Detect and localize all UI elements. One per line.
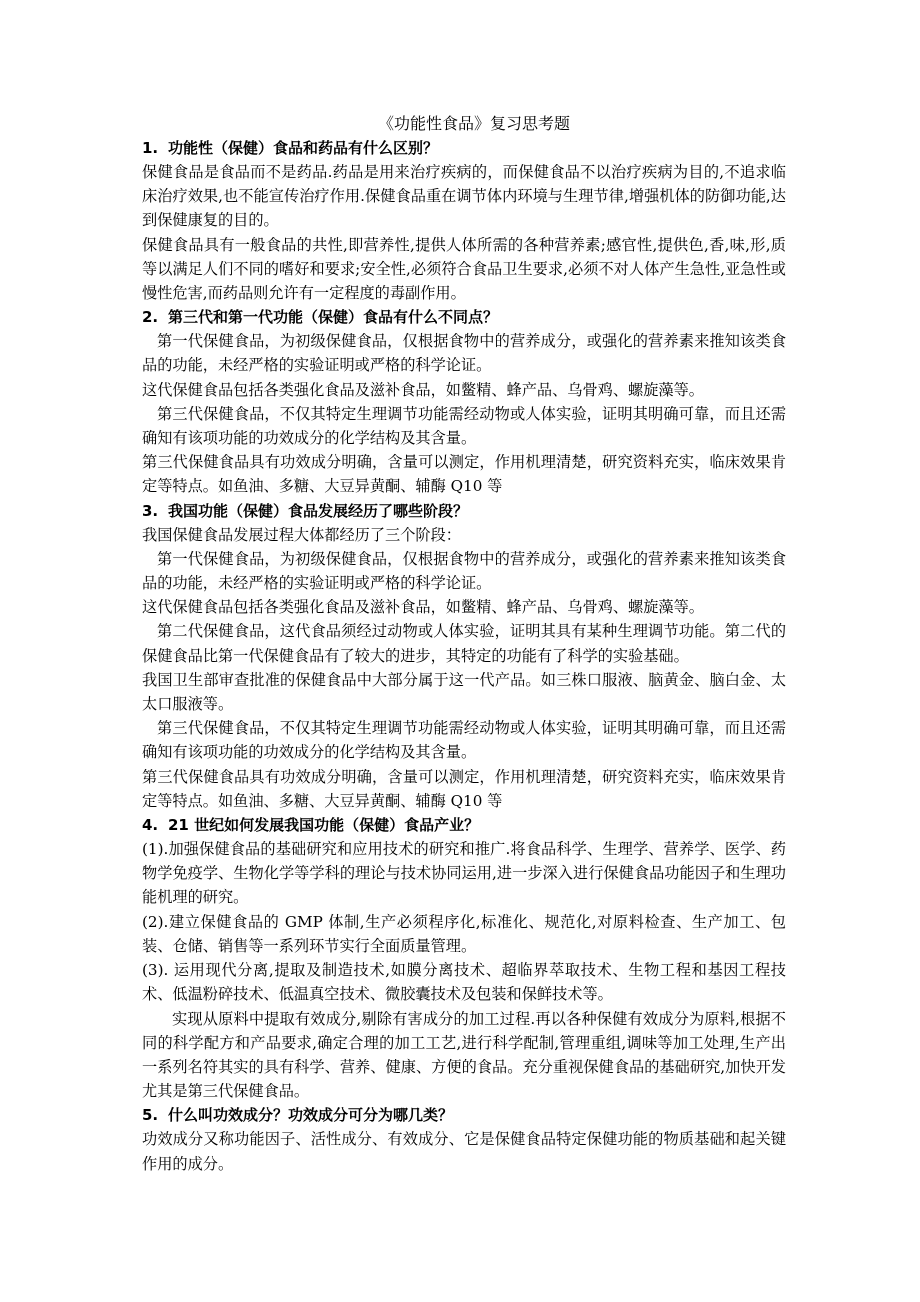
question-3-heading bbox=[142, 499, 786, 523]
answer-paragraph: 保健食品是食品而不是药品.药品是用来治疗疾病的，而保健食品不以治疗疾病为目的,不追求临床治疗效果,也不能宣传治疗作用.保健食品重在调节体内环境与生理节律,增强机体的防御功能,达到保健康复的目的。 bbox=[142, 163, 786, 230]
answer-paragraph: 第三代保健食品，不仅其特定生理调节功能需经动物或人体实验，证明其明确可靠，而且还需确知有该项功能的功效成分的化学结构及其含量。 bbox=[142, 719, 786, 762]
question-text: 我国功能（保健）食品发展经历了哪些阶段？ bbox=[168, 501, 469, 520]
question-1-heading bbox=[142, 136, 786, 160]
question-text: 第三代和第一代功能（保健）食品有什么不同点？ bbox=[168, 308, 499, 327]
answer-paragraph: 第三代保健食品具有功效成分明确，含量可以测定，作用机理清楚，研究资料充实，临床效果肯定等特点。如鱼油、多糖、大豆异黄酮、辅酶 Q10 等 bbox=[142, 767, 786, 810]
answer-paragraph: 第三代保健食品具有功效成分明确，含量可以测定，作用机理清楚，研究资料充实，临床效果肯定等特点。如鱼油、多糖、大豆异黄酮、辅酶 Q10 等 bbox=[142, 453, 786, 496]
answer-paragraph: (2).建立保健食品的 GMP 体制,生产必须程序化,标准化、规范化,对原料检查、生产加工、包装、仓储、销售等一系列环节实行全面质量管理。 bbox=[142, 912, 786, 955]
answer-paragraph: 第一代保健食品，为初级保健食品，仅根据食物中的营养成分，或强化的营养素来推知该类食品的功能，未经严格的实验证明或严格的科学论证。 bbox=[142, 549, 786, 593]
question-2-heading bbox=[142, 305, 786, 329]
question-number: 2. bbox=[142, 308, 159, 327]
question-5-heading bbox=[142, 1103, 786, 1127]
answer-paragraph: 我国卫生部审查批准的保健食品中大部分属于这一代产品。如三株口服液、脑黄金、脑白金、太太口服液等。 bbox=[142, 670, 786, 714]
question-text: 功能性（保健）食品和药品有什么区别？ bbox=[168, 139, 439, 157]
question-number: 5. bbox=[142, 1106, 159, 1125]
answer-paragraph: 第三代保健食品，不仅其特定生理调节功能需经动物或人体实验，证明其明确可靠，而且还需确知有该项功能的功效成分的化学结构及其含量。 bbox=[142, 404, 786, 448]
question-text: 什么叫功效成分？功效成分可分为哪几类？ bbox=[168, 1106, 454, 1125]
question-number: 3. bbox=[142, 501, 159, 520]
question-text: 21 世纪如何发展我国功能（保健）食品产业？ bbox=[168, 816, 480, 835]
answer-paragraph: 实现从原料中提取有效成分,剔除有害成分的加工过程.再以各种保健有效成分为原料,根据不同的科学配方和产品要求,确定合理的加工工艺,进行科学配制,管理重组,调味等加工处理,生产出一系列名符其实的具有科学、营养、健康、方便的食品。充分重视保健食品的基础研究,加快开发尤其是第三代保健食品。 bbox=[142, 1009, 786, 1101]
answer-paragraph: 第二代保健食品，这代食品须经过动物或人体实验，证明其具有某种生理调节功能。第二代的保健食品比第一代保健食品有了较大的进步，其特定的功能有了科学的实验基础。 bbox=[142, 622, 786, 665]
document-title: 《功能性食品》复习思考题 bbox=[377, 114, 570, 133]
answer-paragraph: 功效成分又称功能因子、活性成分、有效成分、它是保健食品特定保健功能的物质基础和起关键作用的成分。 bbox=[142, 1130, 786, 1173]
answer-paragraph: 保健食品具有一般食品的共性,即营养性,提供人体所需的各种营养素;感官性,提供色,香,味,形,质等以满足人们不同的嗜好和要求;安全性,必须符合食品卫生要求,必须不对人体产生急性,亚急性或慢性危害,而药品则允许有一定程度的毒副作用。 bbox=[142, 235, 786, 303]
answer-paragraph: 这代保健食品包括各类强化食品及滋补食品，如鳖精、蜂产品、乌骨鸡、螺旋藻等。 bbox=[142, 380, 704, 399]
question-number: 1. bbox=[142, 139, 159, 157]
answer-paragraph: 这代保健食品包括各类强化食品及滋补食品，如鳖精、蜂产品、乌骨鸡、螺旋藻等。 bbox=[142, 598, 704, 617]
answer-paragraph: (3). 运用现代分离,提取及制造技术,如膜分离技术、超临界萃取技术、生物工程和基因工程技术、低温粉碎技术、低温真空技术、微胶囊技术及包装和保鲜技术等。 bbox=[142, 961, 786, 1004]
question-number: 4. bbox=[142, 816, 159, 835]
answer-paragraph: 我国保健食品发展过程大体都经历了三个阶段： bbox=[142, 525, 461, 544]
question-4-heading bbox=[142, 813, 786, 837]
answer-paragraph: (1).加强保健食品的基础研究和应用技术的研究和推广.将食品科学、生理学、营养学、医学、药物学免疫学、生物化学等学科的理论与技术协同运用,进一步深入进行保健食品功能因子和生理功能机理的研究。 bbox=[142, 840, 786, 907]
answer-paragraph: 第一代保健食品，为初级保健食品，仅根据食物中的营养成分，或强化的营养素来推知该类食品的功能，未经严格的实验证明或严格的科学论证。 bbox=[142, 332, 786, 375]
